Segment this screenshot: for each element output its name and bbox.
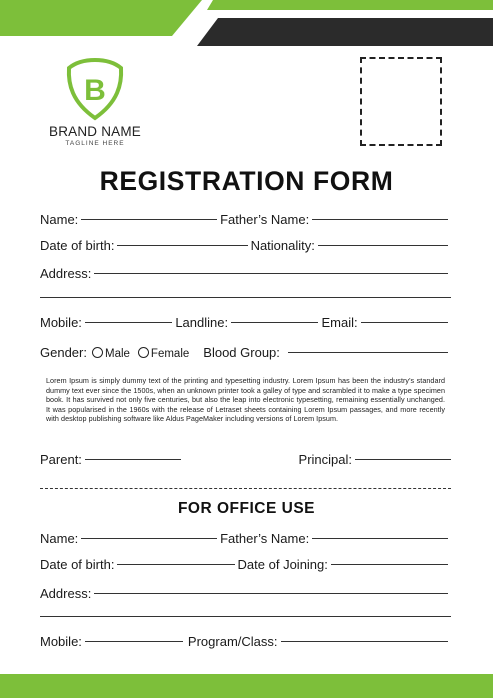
header-green-stripe: [207, 0, 493, 10]
office-mobile-field[interactable]: [85, 641, 183, 642]
male-radio[interactable]: [92, 347, 103, 358]
dob-field[interactable]: [117, 245, 247, 246]
gender-row: [40, 345, 451, 360]
dob-label: Date of birth:: [40, 238, 115, 253]
date-of-joining-label: Date of Joining:: [237, 557, 328, 572]
office-dob-row: [40, 557, 451, 572]
office-address-label: Address:: [40, 586, 92, 601]
office-name-label: Name:: [40, 531, 79, 546]
blood-group-label: Blood Group:: [203, 345, 280, 360]
address-row: [40, 266, 451, 281]
program-class-field[interactable]: [281, 641, 449, 642]
parent-label: Parent:: [40, 452, 82, 467]
brand-tagline: TAGLINE HERE: [65, 140, 125, 147]
program-class-label: Program/Class:: [187, 634, 278, 649]
form-title: REGISTRATION FORM: [99, 166, 394, 196]
office-name-field[interactable]: [81, 538, 217, 539]
gender-label: Gender:: [40, 345, 87, 360]
name-row: [40, 212, 451, 227]
mobile-label: Mobile:: [40, 315, 82, 330]
blood-group-field[interactable]: [288, 352, 448, 353]
male-label: Male: [104, 348, 130, 360]
logo-letter: B: [84, 74, 106, 107]
section-divider: [40, 488, 451, 489]
info-paragraph: Lorem Ipsum is simply dummy text of the printing and typesetting industry. Lorem Ipsum has been the industry's standard dummy text ever since the 1500s, when an unknown printer took a galley of type and scrambled it to make a type specimen book. It has survived not only five centuries, but also the leap into electronic typesetting, remaining essentially unchanged. It was popularised in the 1960s with the release of Letraset sheets containing Lorem Ipsum passages, and more recently with desktop publishing software like Aldus PageMaker including versions of Lorem Ipsum.: [46, 376, 445, 424]
office-dob-field[interactable]: [117, 564, 234, 565]
office-address-field-line-2[interactable]: [40, 616, 451, 617]
brand-logo: [40, 56, 150, 147]
shield-logo-icon: [62, 56, 128, 122]
office-address-field[interactable]: [94, 593, 448, 594]
fathers-name-field[interactable]: [312, 219, 448, 220]
address-field[interactable]: [94, 273, 448, 274]
email-field[interactable]: [361, 322, 448, 323]
principal-label: Principal:: [298, 452, 352, 467]
fathers-name-label: Father’s Name:: [220, 212, 310, 227]
brand-name: BRAND NAME: [48, 124, 141, 139]
nationality-label: Nationality:: [250, 238, 315, 253]
contact-row: [40, 315, 451, 330]
office-name-row: [40, 531, 451, 546]
name-label: Name:: [40, 212, 79, 227]
landline-field[interactable]: [231, 322, 318, 323]
signature-row: [40, 452, 451, 467]
address-label: Address:: [40, 266, 92, 281]
office-address-row: [40, 586, 451, 601]
header-green-band: [0, 0, 202, 36]
parent-signature-field[interactable]: [85, 459, 181, 460]
principal-signature-field[interactable]: [355, 459, 451, 460]
footer-bar: [0, 674, 493, 698]
date-of-joining-field[interactable]: [331, 564, 448, 565]
address-field-line-2[interactable]: [40, 297, 451, 298]
email-label: Email:: [321, 315, 358, 330]
landline-label: Landline:: [175, 315, 229, 330]
header-decoration: [0, 0, 493, 48]
name-field[interactable]: [81, 219, 217, 220]
office-fathers-name-label: Father’s Name:: [220, 531, 310, 546]
header-dark-band: [197, 18, 493, 46]
female-label: Female: [150, 348, 190, 360]
dob-row: [40, 238, 451, 253]
office-mobile-row: [40, 634, 451, 649]
photo-placeholder[interactable]: [360, 57, 442, 146]
nationality-field[interactable]: [318, 245, 448, 246]
office-use-title: FOR OFFICE USE: [177, 500, 316, 517]
office-fathers-name-field[interactable]: [312, 538, 448, 539]
mobile-field[interactable]: [85, 322, 172, 323]
female-radio[interactable]: [138, 347, 149, 358]
office-mobile-label: Mobile:: [40, 634, 82, 649]
office-dob-label: Date of birth:: [40, 557, 115, 572]
